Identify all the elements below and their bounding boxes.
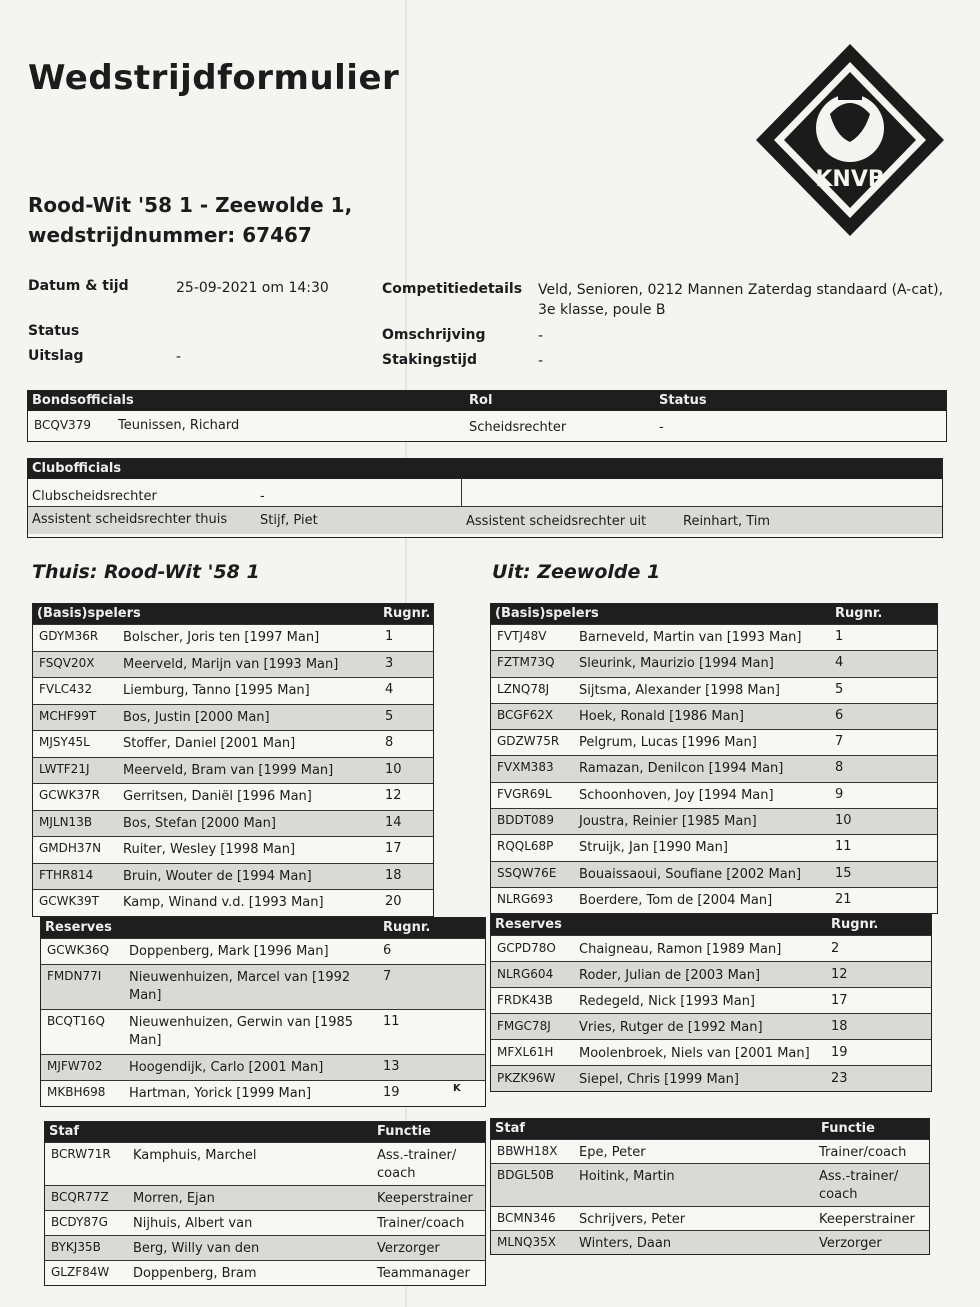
assistent-thuis-label: Assistent scheidsrechter thuis	[32, 512, 228, 527]
rugnummer: 15	[835, 865, 852, 881]
person-name: Kamphuis, Marchel	[133, 1148, 257, 1163]
status-label: Status	[28, 323, 80, 339]
home-basis-header	[33, 604, 433, 624]
functie: Keeperstrainer	[819, 1212, 915, 1227]
person-name: Nijhuis, Albert van	[133, 1216, 253, 1231]
person-code: BCQR77Z	[51, 1190, 109, 1204]
player-row	[33, 810, 433, 837]
person-name: Gerritsen, Daniël [1996 Man]	[123, 789, 312, 804]
reserves-header: Reserves	[495, 917, 562, 932]
person-name: Kamp, Winand v.d. [1993 Man]	[123, 895, 324, 910]
staf-row	[45, 1185, 485, 1210]
person-name: Barneveld, Martin van [1993 Man]	[579, 630, 802, 645]
staf-row	[45, 1235, 485, 1260]
rugnummer: 12	[831, 967, 848, 982]
home-basis-table	[32, 603, 434, 917]
omschrijving-label: Omschrijving	[382, 327, 486, 343]
reserve-row	[491, 987, 931, 1013]
person-code: NLRG604	[497, 967, 554, 981]
uitslag-label: Uitslag	[28, 348, 84, 364]
rugnummer: 18	[385, 867, 402, 883]
person-code: MCHF99T	[39, 708, 97, 723]
away-basis-table	[490, 603, 938, 914]
person-name: Liemburg, Tanno [1995 Man]	[123, 683, 310, 698]
person-code: RQQL68P	[497, 839, 554, 854]
person-name: Doppenberg, Bram	[133, 1266, 257, 1281]
person-name: Siepel, Chris [1999 Man]	[579, 1072, 739, 1087]
staf-row	[491, 1206, 929, 1230]
rug-header: Rugnr.	[831, 917, 879, 932]
staf-row	[491, 1230, 929, 1254]
player-row	[491, 755, 937, 781]
person-code: GCPD78O	[497, 941, 556, 955]
functie: Trainer/coach	[377, 1216, 465, 1231]
match-heading	[28, 190, 352, 250]
competitie-value: Veld, Senioren, 0212 Mannen Zaterdag standaard (A-cat),	[538, 282, 944, 298]
logo-text: KNVB	[815, 167, 885, 192]
reserve-row	[491, 1065, 931, 1091]
staf-row	[45, 1142, 485, 1185]
person-name: Pelgrum, Lucas [1996 Man]	[579, 735, 757, 751]
rugnummer: 8	[835, 760, 844, 776]
functie-header: Functie	[821, 1121, 875, 1136]
staf-row	[45, 1210, 485, 1235]
functie: Trainer/coach	[819, 1145, 907, 1160]
person-code: FVLC432	[39, 682, 93, 696]
person-code: FZTM73Q	[497, 655, 555, 670]
person-name: Redegeld, Nick [1993 Man]	[579, 994, 756, 1009]
person-name: Hoogendijk, Carlo [2001 Man]	[129, 1060, 324, 1075]
player-row	[33, 651, 433, 678]
staf-header: Staf	[49, 1124, 80, 1139]
clubscheids-label: Clubscheidsrechter	[32, 489, 157, 504]
person-name: Hoitink, Martin	[579, 1169, 675, 1184]
rugnummer: 17	[831, 993, 848, 1008]
player-row	[491, 782, 937, 808]
basis-header: (Basis)spelers	[37, 606, 141, 621]
reserve-row	[491, 1039, 931, 1065]
match-teams: Rood-Wit '58 1 - Zeewolde 1,	[28, 193, 353, 217]
omschrijving-value: -	[538, 328, 544, 344]
functie-header: Functie	[377, 1124, 431, 1139]
knvb-logo-icon	[752, 40, 948, 240]
person-code: FVGR69L	[497, 786, 552, 801]
table-row	[28, 506, 942, 534]
person-name: Meerveld, Bram van [1999 Man]	[123, 762, 334, 778]
person-code: GCWK39T	[39, 894, 100, 908]
away-reserves-table	[490, 914, 932, 1092]
rugnummer: 6	[835, 707, 844, 723]
person-name: Berg, Willy van den	[133, 1241, 260, 1256]
staf-row	[491, 1163, 929, 1206]
person-name: Stoffer, Daniel [2001 Man]	[123, 736, 296, 751]
rug-header: Rugnr.	[835, 606, 883, 621]
reserve-row	[41, 964, 485, 1009]
rugnummer: 2	[831, 941, 840, 956]
rugnummer: 21	[835, 891, 852, 907]
staf-header: Staf	[495, 1121, 526, 1136]
rugnummer: 4	[835, 655, 844, 671]
person-code: MKBH698	[47, 1085, 106, 1099]
player-row	[491, 650, 937, 676]
match-number: wedstrijdnummer: 67467	[28, 223, 312, 247]
rugnummer: 17	[385, 841, 402, 856]
rugnummer: 7	[835, 734, 844, 750]
rugnummer: 1	[385, 629, 394, 644]
person-code: BDDT089	[497, 813, 554, 828]
rugnummer: 23	[831, 1071, 848, 1086]
person-name: Roder, Julian de [2003 Man]	[579, 968, 761, 983]
reserve-row	[491, 1013, 931, 1039]
rugnummer: 9	[835, 786, 844, 802]
reserve-row	[41, 1080, 485, 1106]
rugnummer: 10	[385, 761, 402, 777]
person-code: MJSY45L	[39, 735, 90, 749]
person-code: FVXM383	[497, 760, 554, 775]
bondsofficials-title: Bondsofficials	[32, 393, 134, 408]
staf-row	[45, 1260, 485, 1285]
player-row	[33, 783, 433, 810]
rugnummer: 11	[383, 1014, 400, 1029]
person-code: BCDY87G	[51, 1215, 108, 1229]
person-code: MJFW702	[47, 1059, 103, 1073]
rugnummer: 18	[831, 1019, 848, 1034]
person-code: SSQW76E	[497, 865, 557, 880]
away-basis-header	[491, 604, 937, 624]
table-row	[28, 479, 942, 506]
person-name: Bouaissaoui, Soufiane [2002 Man]	[579, 866, 802, 882]
official-code: BCQV379	[34, 418, 91, 432]
page-title: Wedstrijdformulier	[28, 58, 400, 98]
person-code: GLZF84W	[51, 1265, 110, 1279]
person-code: FMGC78J	[497, 1019, 551, 1033]
person-name: Ruiter, Wesley [1998 Man]	[123, 842, 296, 857]
status-header: Status	[659, 393, 707, 408]
functie: Keeperstrainer	[377, 1191, 473, 1206]
player-row	[491, 887, 937, 913]
rugnummer: 8	[385, 735, 394, 750]
person-code: MJLN13B	[39, 814, 93, 829]
person-name: Sijtsma, Alexander [1998 Man]	[579, 682, 780, 698]
person-name: Schrijvers, Peter	[579, 1212, 686, 1227]
player-row	[33, 677, 433, 704]
player-row	[33, 889, 433, 916]
functie: Ass.-trainer/ coach	[377, 1148, 457, 1181]
datum-value: 25-09-2021 om 14:30	[176, 280, 329, 296]
person-code: GCWK36Q	[47, 943, 110, 957]
clubscheids-value: -	[260, 489, 265, 504]
player-row	[491, 834, 937, 860]
clubofficials-header	[28, 459, 942, 479]
player-row	[491, 677, 937, 703]
clubofficials-table	[27, 458, 943, 538]
home-reserves-header	[41, 918, 485, 938]
person-code: BDGL50B	[497, 1168, 554, 1182]
home-reserves-table	[40, 917, 486, 1107]
rol-header: Rol	[469, 393, 493, 408]
official-rol: Scheidsrechter	[469, 420, 567, 435]
functie: Ass.-trainer/ coach	[819, 1169, 899, 1202]
staf-row	[491, 1139, 929, 1163]
rugnummer: 6	[383, 943, 392, 958]
person-code: BCRW71R	[51, 1147, 111, 1161]
person-code: LZNQ78J	[497, 681, 550, 696]
person-code: BCMN346	[497, 1211, 556, 1225]
person-code: FVTJ48V	[497, 629, 547, 643]
player-row	[33, 836, 433, 863]
competitie-label: Competitiedetails	[382, 281, 523, 297]
assistent-thuis-value: Stijf, Piet	[260, 513, 318, 528]
player-row	[491, 729, 937, 755]
rugnummer: 12	[385, 788, 402, 803]
person-name: Schoonhoven, Joy [1994 Man]	[579, 787, 774, 803]
assistent-uit-value: Reinhart, Tim	[683, 514, 771, 529]
rugnummer: 20	[385, 894, 402, 909]
official-status: -	[659, 420, 664, 435]
person-code: FTHR814	[39, 867, 94, 882]
person-code: BCQT16Q	[47, 1014, 105, 1028]
person-code: NLRG693	[497, 891, 554, 906]
bondsofficials-table	[27, 390, 947, 442]
player-row	[491, 861, 937, 887]
home-staf-table	[44, 1121, 486, 1286]
competitie-value-2: 3e klasse, poule B	[538, 302, 666, 318]
player-row	[33, 704, 433, 731]
person-name: Winters, Daan	[579, 1236, 672, 1251]
person-name: Bos, Justin [2000 Man]	[123, 709, 270, 725]
person-name: Bos, Stefan [2000 Man]	[123, 815, 276, 831]
person-name: Chaigneau, Ramon [1989 Man]	[579, 942, 782, 957]
player-row	[33, 863, 433, 890]
rugnummer: 10	[835, 813, 852, 829]
reserve-row	[41, 1009, 485, 1054]
datum-label: Datum & tijd	[28, 278, 129, 294]
basis-header: (Basis)spelers	[495, 606, 599, 621]
person-name: Hoek, Ronald [1986 Man]	[579, 708, 744, 724]
rugnummer: 4	[385, 682, 394, 697]
rugnummer: 11	[835, 839, 852, 855]
person-name: Struijk, Jan [1990 Man]	[579, 840, 728, 856]
away-staf-table	[490, 1118, 930, 1255]
official-name: Teunissen, Richard	[118, 418, 240, 433]
player-row	[33, 730, 433, 757]
player-row	[491, 624, 937, 650]
person-code: GCWK37R	[39, 788, 101, 802]
rugnummer: 19	[383, 1085, 400, 1100]
home-staf-header	[45, 1122, 485, 1142]
person-name: Nieuwenhuizen, Marcel van [1992 Man]	[129, 970, 351, 1003]
person-name: Bruin, Wouter de [1994 Man]	[123, 868, 312, 884]
rugnummer: 3	[385, 655, 394, 671]
reserve-row	[41, 938, 485, 964]
person-name: Meerveld, Marijn van [1993 Man]	[123, 656, 339, 672]
person-code: FRDK43B	[497, 993, 553, 1007]
rugnummer: 5	[835, 681, 844, 697]
rugnummer: 5	[385, 708, 394, 724]
person-name: Sleurink, Maurizio [1994 Man]	[579, 656, 774, 672]
staking-value: -	[538, 353, 544, 369]
reserve-row	[491, 961, 931, 987]
functie: Verzorger	[819, 1236, 882, 1251]
person-name: Hartman, Yorick [1999 Man]	[129, 1086, 312, 1101]
person-code: BYKJ35B	[51, 1240, 101, 1254]
person-name: Joustra, Reinier [1985 Man]	[579, 814, 757, 830]
person-code: GMDH37N	[39, 841, 102, 855]
clubofficials-title: Clubofficials	[32, 461, 122, 476]
rug-header: Rugnr.	[383, 606, 431, 621]
person-code: FSQV20X	[39, 655, 95, 670]
person-code: BCGF62X	[497, 707, 554, 722]
rugnummer: 19	[831, 1045, 848, 1060]
reserve-row	[491, 935, 931, 961]
person-code: BBWH18X	[497, 1144, 558, 1158]
player-row	[33, 624, 433, 651]
table-row	[28, 411, 946, 439]
rugnummer: 1	[835, 629, 844, 644]
reserves-header: Reserves	[45, 920, 112, 935]
person-code: GDZW75R	[497, 734, 560, 749]
player-row	[491, 808, 937, 834]
away-reserves-header	[491, 915, 931, 935]
person-name: Vries, Rutger de [1992 Man]	[579, 1020, 763, 1035]
reserve-row	[41, 1054, 485, 1080]
person-code: PKZK96W	[497, 1071, 556, 1085]
person-name: Morren, Ejan	[133, 1191, 215, 1206]
assistent-uit-label: Assistent scheidsrechter uit	[466, 514, 647, 529]
player-row	[33, 757, 433, 784]
person-name: Bolscher, Joris ten [1997 Man]	[123, 630, 320, 645]
person-name: Moolenbroek, Niels van [2001 Man]	[579, 1046, 810, 1061]
functie: Verzorger	[377, 1241, 440, 1256]
person-name: Doppenberg, Mark [1996 Man]	[129, 944, 329, 959]
uitslag-value: -	[176, 349, 182, 365]
person-name: Boerdere, Tom de [2004 Man]	[579, 892, 773, 908]
functie: Teammanager	[377, 1266, 470, 1281]
rugnummer: 14	[385, 814, 402, 830]
player-row	[491, 703, 937, 729]
person-code: GDYM36R	[39, 629, 99, 643]
rug-header: Rugnr.	[383, 920, 431, 935]
bondsofficials-header	[28, 391, 946, 411]
person-code: LWTF21J	[39, 761, 90, 776]
person-name: Nieuwenhuizen, Gerwin van [1985 Man]	[129, 1015, 354, 1048]
away-team-title: Uit: Zeewolde 1	[492, 561, 661, 583]
captain-mark: K	[453, 1083, 461, 1094]
rugnummer: 7	[383, 969, 392, 984]
person-code: MFXL61H	[497, 1045, 554, 1059]
staking-label: Stakingstijd	[382, 352, 477, 368]
person-code: MLNQ35X	[497, 1235, 556, 1249]
away-staf-header	[491, 1119, 929, 1139]
rugnummer: 13	[383, 1059, 400, 1074]
person-code: FMDN77I	[47, 969, 102, 983]
person-name: Ramazan, Denilcon [1994 Man]	[579, 761, 784, 777]
person-name: Epe, Peter	[579, 1145, 646, 1160]
home-team-title: Thuis: Rood-Wit '58 1	[32, 561, 260, 583]
